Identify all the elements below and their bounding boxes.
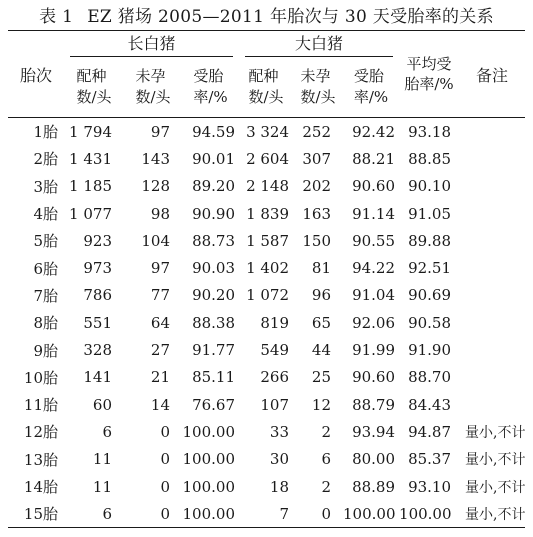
- cell-landrace-rate: 100.00: [182, 500, 239, 528]
- cell-yorkshire-bred: 30: [269, 450, 290, 469]
- cell-yorkshire-not-pregnant: 0: [293, 500, 343, 528]
- cell-landrace-not-pregnant: 27: [150, 341, 170, 360]
- cell-yorkshire-bred: 107: [260, 395, 290, 414]
- cell-remark: [459, 173, 525, 200]
- cell-yorkshire-rate: 92.42: [352, 122, 396, 141]
- cell-remark: 量小,不计: [465, 452, 526, 469]
- table-caption: [8, 4, 525, 30]
- cell-landrace-rate: 88.73: [192, 231, 236, 250]
- cell-landrace-bred: 1 431: [69, 149, 112, 168]
- cell-landrace-rate: 90.01: [192, 149, 236, 168]
- cell-yorkshire-rate: 90.55: [352, 231, 396, 250]
- cell-landrace-rate: 100.00: [182, 477, 236, 496]
- cell-remark: [459, 391, 525, 418]
- cell-yorkshire-not-pregnant: 2: [321, 422, 332, 441]
- cell-landrace-not-pregnant: 143: [141, 149, 170, 168]
- cell-yorkshire-not-pregnant: 2: [321, 477, 332, 496]
- cell-yorkshire-rate: 100.00: [343, 500, 399, 528]
- cell-remark: [459, 118, 525, 146]
- cell-yorkshire-not-pregnant: 44: [311, 341, 332, 360]
- cell-remark: [459, 254, 525, 281]
- cell-average-rate: 93.18: [408, 122, 452, 141]
- table-row: [8, 473, 525, 500]
- cell-landrace-rate: 90.03: [192, 259, 236, 278]
- cell-average-rate: 89.88: [408, 231, 452, 250]
- cell-average-rate: 100.00: [399, 500, 459, 528]
- table-row: [8, 391, 525, 418]
- cell-landrace-not-pregnant: 0: [124, 500, 182, 528]
- table-row: [8, 227, 525, 254]
- cell-parity: 1胎: [33, 123, 58, 142]
- cell-remark: [459, 200, 525, 227]
- table-row: [8, 418, 525, 445]
- cell-average-rate: 90.10: [408, 177, 452, 196]
- cell-parity: 5胎: [33, 232, 58, 251]
- cell-landrace-bred: 1 077: [69, 204, 112, 223]
- cell-parity: 12胎: [23, 423, 58, 442]
- cell-yorkshire-bred: 1 839: [246, 204, 290, 223]
- cell-landrace-not-pregnant: 97: [150, 259, 170, 278]
- cell-yorkshire-not-pregnant: 6: [321, 450, 332, 469]
- header-remark: 备注: [459, 31, 525, 118]
- cell-yorkshire-rate: 88.21: [352, 149, 396, 168]
- header-landrace-not-pregnant: 未孕 数/头: [124, 57, 182, 118]
- cell-yorkshire-bred: 3 324: [246, 122, 290, 141]
- cell-remark: [459, 145, 525, 172]
- cell-average-rate: 91.05: [408, 204, 452, 223]
- table-row: [8, 500, 525, 528]
- cell-yorkshire-rate: 90.60: [352, 368, 396, 387]
- table-row: [8, 336, 525, 363]
- parity-conception-table: [8, 30, 525, 528]
- cell-parity: 3胎: [33, 177, 58, 196]
- header-landrace-bred: 配种 数/头: [64, 57, 124, 118]
- cell-yorkshire-bred: 33: [269, 422, 290, 441]
- header-landrace: 长白猪: [64, 31, 239, 58]
- cell-yorkshire-bred: 2 604: [246, 149, 290, 168]
- cell-landrace-bred: 551: [83, 313, 112, 332]
- cell-landrace-rate: 85.11: [192, 368, 236, 387]
- cell-landrace-not-pregnant: 128: [141, 177, 170, 196]
- cell-remark: [459, 227, 525, 254]
- cell-yorkshire-not-pregnant: 96: [311, 286, 332, 305]
- cell-landrace-rate: 76.67: [192, 395, 236, 414]
- cell-yorkshire-not-pregnant: 150: [302, 231, 332, 250]
- cell-yorkshire-bred: 266: [260, 368, 290, 387]
- table-row: [8, 118, 525, 146]
- header-yorkshire-bred: 配种 数/头: [239, 57, 293, 118]
- cell-average-rate: 84.43: [408, 395, 452, 414]
- cell-remark: 量小,不计: [465, 424, 526, 441]
- cell-yorkshire-bred: 18: [269, 477, 290, 496]
- table-title: EZ 猪场 2005—2011 年胎次与 30 天受胎率的关系: [87, 7, 494, 27]
- cell-yorkshire-bred: 819: [260, 313, 290, 332]
- cell-yorkshire-rate: 92.06: [352, 313, 396, 332]
- cell-yorkshire-bred: 2 148: [246, 177, 290, 196]
- table-row: [8, 173, 525, 200]
- cell-landrace-rate: 88.38: [192, 313, 236, 332]
- cell-remark: 量小,不计: [465, 479, 526, 496]
- cell-yorkshire-rate: 91.14: [352, 204, 396, 223]
- cell-landrace-bred: 11: [92, 477, 112, 496]
- cell-parity: 9胎: [33, 341, 58, 360]
- cell-landrace-not-pregnant: 14: [150, 395, 170, 414]
- cell-parity: 13胎: [23, 450, 58, 469]
- cell-average-rate: 94.87: [408, 422, 452, 441]
- cell-average-rate: 88.85: [408, 149, 452, 168]
- cell-parity: 6胎: [33, 259, 58, 278]
- cell-average-rate: 90.58: [408, 313, 452, 332]
- cell-landrace-bred: 786: [83, 286, 112, 305]
- cell-landrace-not-pregnant: 104: [141, 231, 170, 250]
- cell-landrace-rate: 94.59: [192, 122, 236, 141]
- table-row: [8, 282, 525, 309]
- cell-landrace-not-pregnant: 97: [150, 122, 170, 141]
- cell-average-rate: 92.51: [408, 259, 452, 278]
- cell-average-rate: 91.90: [408, 341, 452, 360]
- cell-landrace-bred: 1 185: [69, 177, 112, 196]
- cell-landrace-bred: 1 794: [69, 122, 112, 141]
- cell-average-rate: 88.70: [408, 368, 452, 387]
- cell-yorkshire-not-pregnant: 252: [302, 122, 332, 141]
- cell-parity: 4胎: [33, 205, 58, 224]
- cell-yorkshire-bred: 1 587: [246, 231, 290, 250]
- cell-yorkshire-not-pregnant: 65: [311, 313, 332, 332]
- cell-parity: 8胎: [33, 314, 58, 333]
- cell-yorkshire-bred: 549: [260, 341, 290, 360]
- cell-landrace-bred: 6: [102, 422, 112, 441]
- header-yorkshire: 大白猪: [239, 31, 399, 58]
- cell-yorkshire-rate: 80.00: [352, 450, 396, 469]
- cell-yorkshire-bred: 7: [239, 500, 293, 528]
- cell-parity: 2胎: [33, 150, 58, 169]
- cell-yorkshire-not-pregnant: 202: [302, 177, 332, 196]
- cell-yorkshire-rate: 93.94: [352, 422, 396, 441]
- header-landrace-rate: 受胎 率/%: [182, 57, 239, 118]
- cell-landrace-not-pregnant: 0: [160, 450, 170, 469]
- table-row: [8, 145, 525, 172]
- cell-parity: 10胎: [23, 368, 58, 387]
- table-row: [8, 309, 525, 336]
- cell-landrace-bred: 60: [92, 395, 112, 414]
- table-row: [8, 446, 525, 473]
- cell-remark: [459, 364, 525, 391]
- cell-yorkshire-not-pregnant: 25: [311, 368, 332, 387]
- header-parity: 胎次: [8, 31, 64, 118]
- cell-landrace-rate: 90.20: [192, 286, 236, 305]
- cell-landrace-bred: 328: [83, 341, 112, 360]
- cell-parity: 11胎: [23, 396, 58, 415]
- cell-landrace-bred: 923: [83, 231, 112, 250]
- cell-landrace-bred: 141: [83, 368, 112, 387]
- table-body: [8, 118, 525, 528]
- cell-parity: 7胎: [33, 286, 58, 305]
- cell-landrace-not-pregnant: 64: [150, 313, 170, 332]
- header-yorkshire-not-pregnant: 未孕 数/头: [293, 57, 343, 118]
- cell-yorkshire-not-pregnant: 81: [311, 259, 332, 278]
- cell-landrace-rate: 100.00: [182, 422, 236, 441]
- cell-landrace-rate: 100.00: [182, 450, 236, 469]
- cell-landrace-rate: 89.20: [192, 177, 236, 196]
- cell-remark: 量小,不计: [459, 500, 525, 528]
- cell-landrace-not-pregnant: 0: [160, 422, 170, 441]
- cell-parity: 14胎: [23, 478, 58, 496]
- cell-average-rate: 93.10: [408, 477, 452, 496]
- cell-remark: [459, 282, 525, 309]
- cell-remark: [459, 309, 525, 336]
- cell-landrace-rate: 90.90: [192, 204, 236, 223]
- table-row: [8, 364, 525, 391]
- cell-yorkshire-not-pregnant: 12: [311, 395, 332, 414]
- cell-parity: 15胎: [8, 500, 64, 528]
- cell-landrace-bred: 6: [64, 500, 124, 528]
- cell-landrace-bred: 973: [83, 259, 112, 278]
- table-row: [8, 200, 525, 227]
- cell-remark: [459, 336, 525, 363]
- cell-landrace-not-pregnant: 98: [150, 204, 170, 223]
- cell-landrace-not-pregnant: 0: [160, 477, 170, 496]
- cell-average-rate: 85.37: [408, 450, 452, 469]
- cell-yorkshire-bred: 1 072: [246, 286, 290, 305]
- cell-yorkshire-rate: 88.89: [352, 477, 396, 496]
- cell-landrace-not-pregnant: 21: [150, 368, 170, 387]
- cell-yorkshire-not-pregnant: 307: [302, 149, 332, 168]
- cell-yorkshire-rate: 91.04: [352, 286, 396, 305]
- cell-yorkshire-rate: 90.60: [352, 177, 396, 196]
- cell-yorkshire-bred: 1 402: [246, 259, 290, 278]
- cell-yorkshire-not-pregnant: 163: [302, 204, 332, 223]
- cell-yorkshire-rate: 94.22: [352, 259, 396, 278]
- cell-landrace-not-pregnant: 77: [150, 286, 170, 305]
- cell-landrace-bred: 11: [92, 450, 112, 469]
- table-number: 表 1: [39, 7, 74, 27]
- cell-average-rate: 90.69: [408, 286, 452, 305]
- cell-yorkshire-rate: 88.79: [352, 395, 396, 414]
- table-row: [8, 254, 525, 281]
- cell-landrace-rate: 91.77: [192, 341, 236, 360]
- header-yorkshire-rate: 受胎 率/%: [343, 57, 399, 118]
- header-average: 平均受 胎率/%: [399, 31, 459, 118]
- cell-yorkshire-rate: 91.99: [352, 341, 396, 360]
